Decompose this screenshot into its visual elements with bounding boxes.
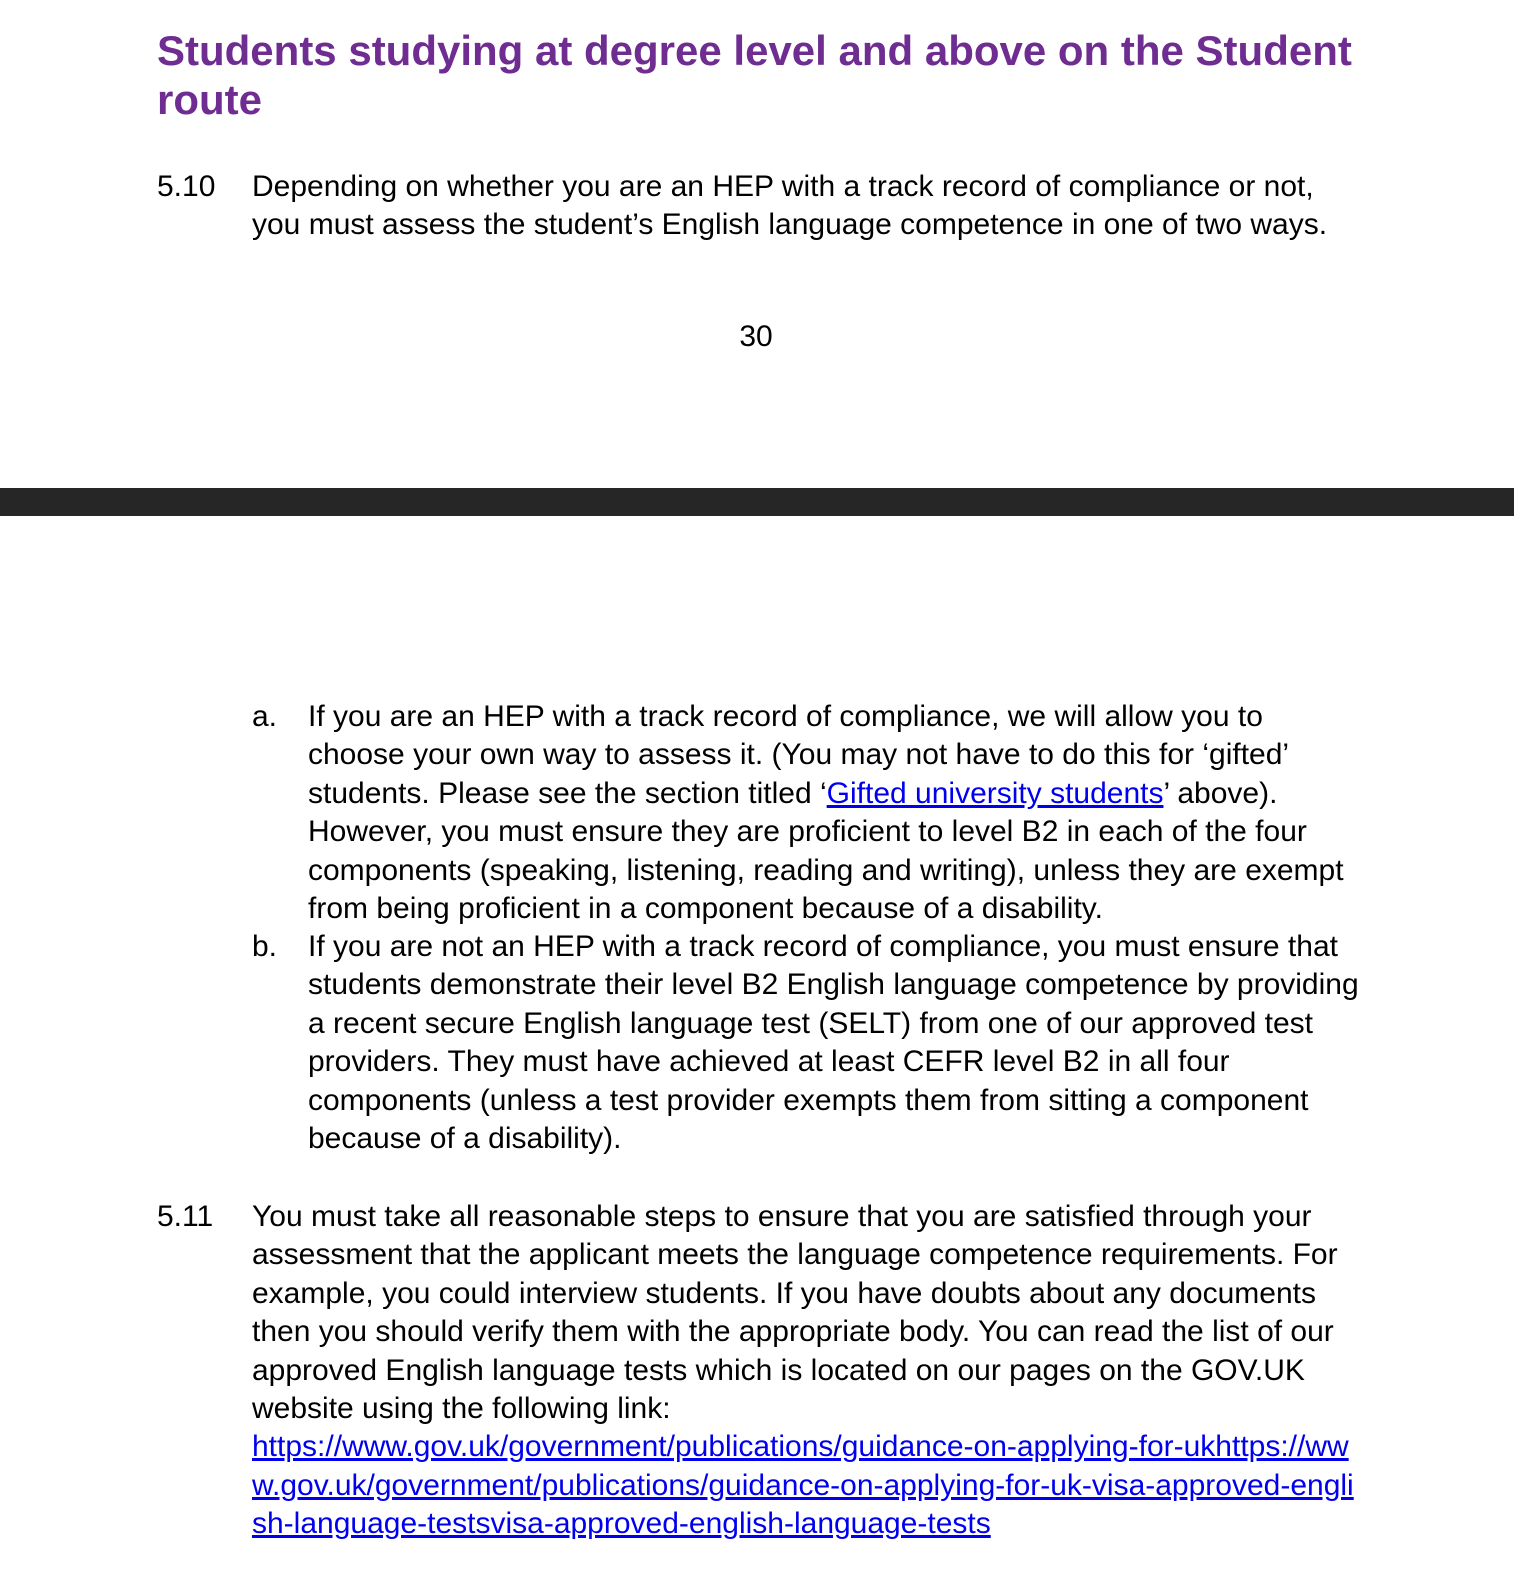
list-item-text <box>308 698 1362 928</box>
section-heading: Students studying at degree level and above on the Student route <box>157 27 1352 123</box>
paragraph-text <box>252 1198 1357 1544</box>
list-marker: b. <box>252 930 278 963</box>
paragraph-number: 5.10 <box>157 170 216 203</box>
paragraph-body-text: You must take all reasonable steps to ensure that you are satisfied through your assessment that the applicant meets the language competence requirements. For example, you could interview students. If you have doubts about any documents then you should verify them with the appropriate body. You can read the list of our approved English language tests which is located on our pages on the GOV.UK website using the following link: <box>252 1200 1338 1426</box>
paragraph-text: Depending on whether you are an HEP with a track record of compliance or not, you must assess the student’s English language competence in one of two ways. <box>252 170 1328 242</box>
page-divider <box>0 488 1514 516</box>
paragraph-number: 5.11 <box>157 1200 214 1233</box>
list-text-after-link: ’ above). However, you must ensure they are proficient to level B2 in each of the four components (speaking, listening, reading and writing), unless they are exempt from being proficient in a component because of a disability. <box>308 776 1344 926</box>
list-marker: a. <box>252 700 278 733</box>
approved-tests-link[interactable]: https://www.gov.uk/government/publications/guidance-on-applying-for-ukhttps://www.gov.uk/government/publications/guidance-on-applying-for-uk-visa-approved-english-language-testsvisa-approved-english-language-tests <box>252 1430 1354 1541</box>
page-number: 30 <box>739 320 773 353</box>
list-item-text: If you are not an HEP with a track record of compliance, you must ensure that students demonstrate their level B2 English language competence by providing a recent secure English language test (SELT) from one of our approved test providers. They must have achieved at least CEFR level B2 in all four components (unless a test provider exempts them from sitting a component because of a disability). <box>308 930 1359 1156</box>
gifted-students-link[interactable]: Gifted university students <box>826 776 1164 810</box>
list-text-before-link: If you are an HEP with a track record of compliance, we will allow you to choose your own way to assess it. (You may not have to do this for ‘gifted’ students. Please see the section titled ‘ <box>308 700 1288 810</box>
